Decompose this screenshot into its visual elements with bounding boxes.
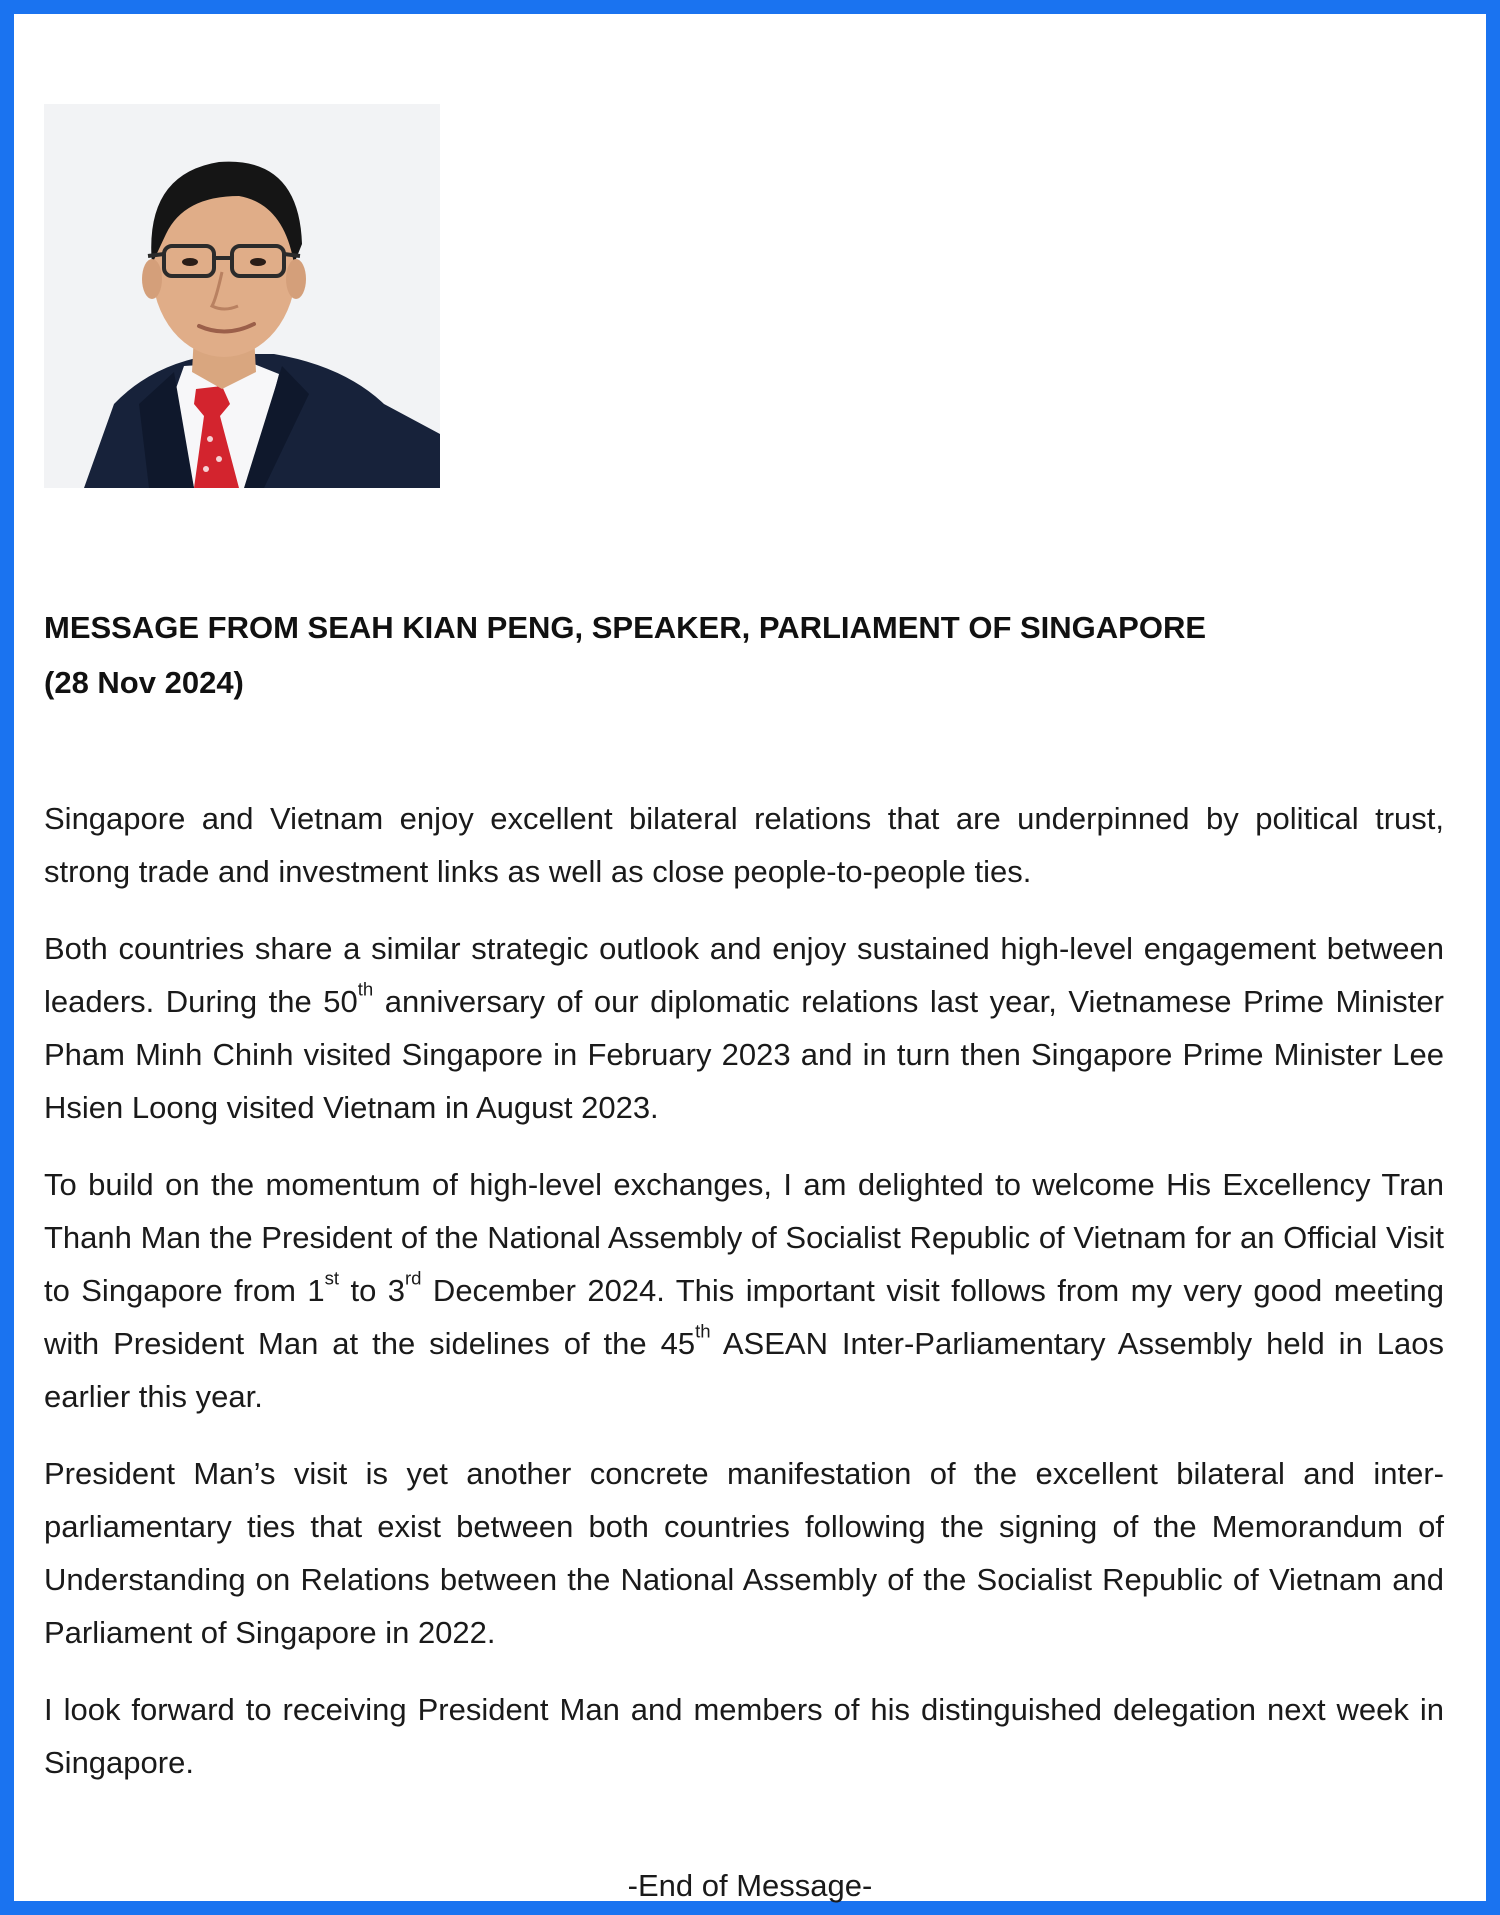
paragraph-3-text-d: ASEAN Inter-Parliamentary Assembly held in Laos earlier this year. — [44, 1326, 1444, 1414]
paragraph-1: Singapore and Vietnam enjoy excellent bilateral relations that are underpinned by political trust, strong trade and investment links as well as close people-to-people ties. — [44, 801, 1444, 889]
paragraph-3-text-c: December 2024. This important visit follows from my very good meeting with President Man at the sidelines of the 45 — [44, 1273, 1444, 1361]
ordinal-suffix: st — [324, 1267, 340, 1289]
message-heading — [44, 600, 1444, 710]
paragraph-2-text-b: anniversary of our diplomatic relations last year, Vietnamese Prime Minister Pham Minh Chinh visited Singapore in February 2023 and in turn then Singapore Prime Minister Lee Hsien Loong visited Vietnam in August 2023. — [44, 984, 1444, 1125]
speaker-portrait-photo — [44, 104, 440, 488]
portrait-illustration — [44, 104, 440, 488]
ordinal-suffix: th — [695, 1320, 711, 1342]
message-title: MESSAGE FROM SEAH KIAN PENG, SPEAKER, PARLIAMENT OF SINGAPORE — [44, 610, 1207, 645]
paragraph-4: President Man’s visit is yet another concrete manifestation of the excellent bilateral and inter-parliamentary ties that exist between both countries following the signing of the Memorandum of Understanding on Relations between the National Assembly of the Socialist Republic of Vietnam and Parliament of Singapore in 2022. — [44, 1456, 1444, 1650]
end-of-message: -End of Message- — [627, 1868, 873, 1903]
paragraph-2 — [44, 922, 1444, 1134]
paragraph-5: I look forward to receiving President Man and members of his distinguished delegation next week in Singapore. — [44, 1692, 1444, 1780]
paragraph-3 — [44, 1158, 1444, 1423]
message-body — [44, 792, 1444, 1813]
paragraph-3-text-b: to 3 — [339, 1273, 405, 1308]
paragraph-3-text-a: To build on the momentum of high-level exchanges, I am delighted to welcome His Excellency Tran Thanh Man the President of the National Assembly of Socialist Republic of Vietnam for an Official Visit to Singapore from 1 — [44, 1167, 1444, 1308]
ordinal-suffix: rd — [404, 1267, 422, 1289]
paragraph-2-text-a: Both countries share a similar strategic outlook and enjoy sustained high-level engagement between leaders. During the 50 — [44, 931, 1444, 1019]
message-date: (28 Nov 2024) — [44, 665, 244, 700]
ordinal-suffix: th — [357, 978, 374, 1000]
